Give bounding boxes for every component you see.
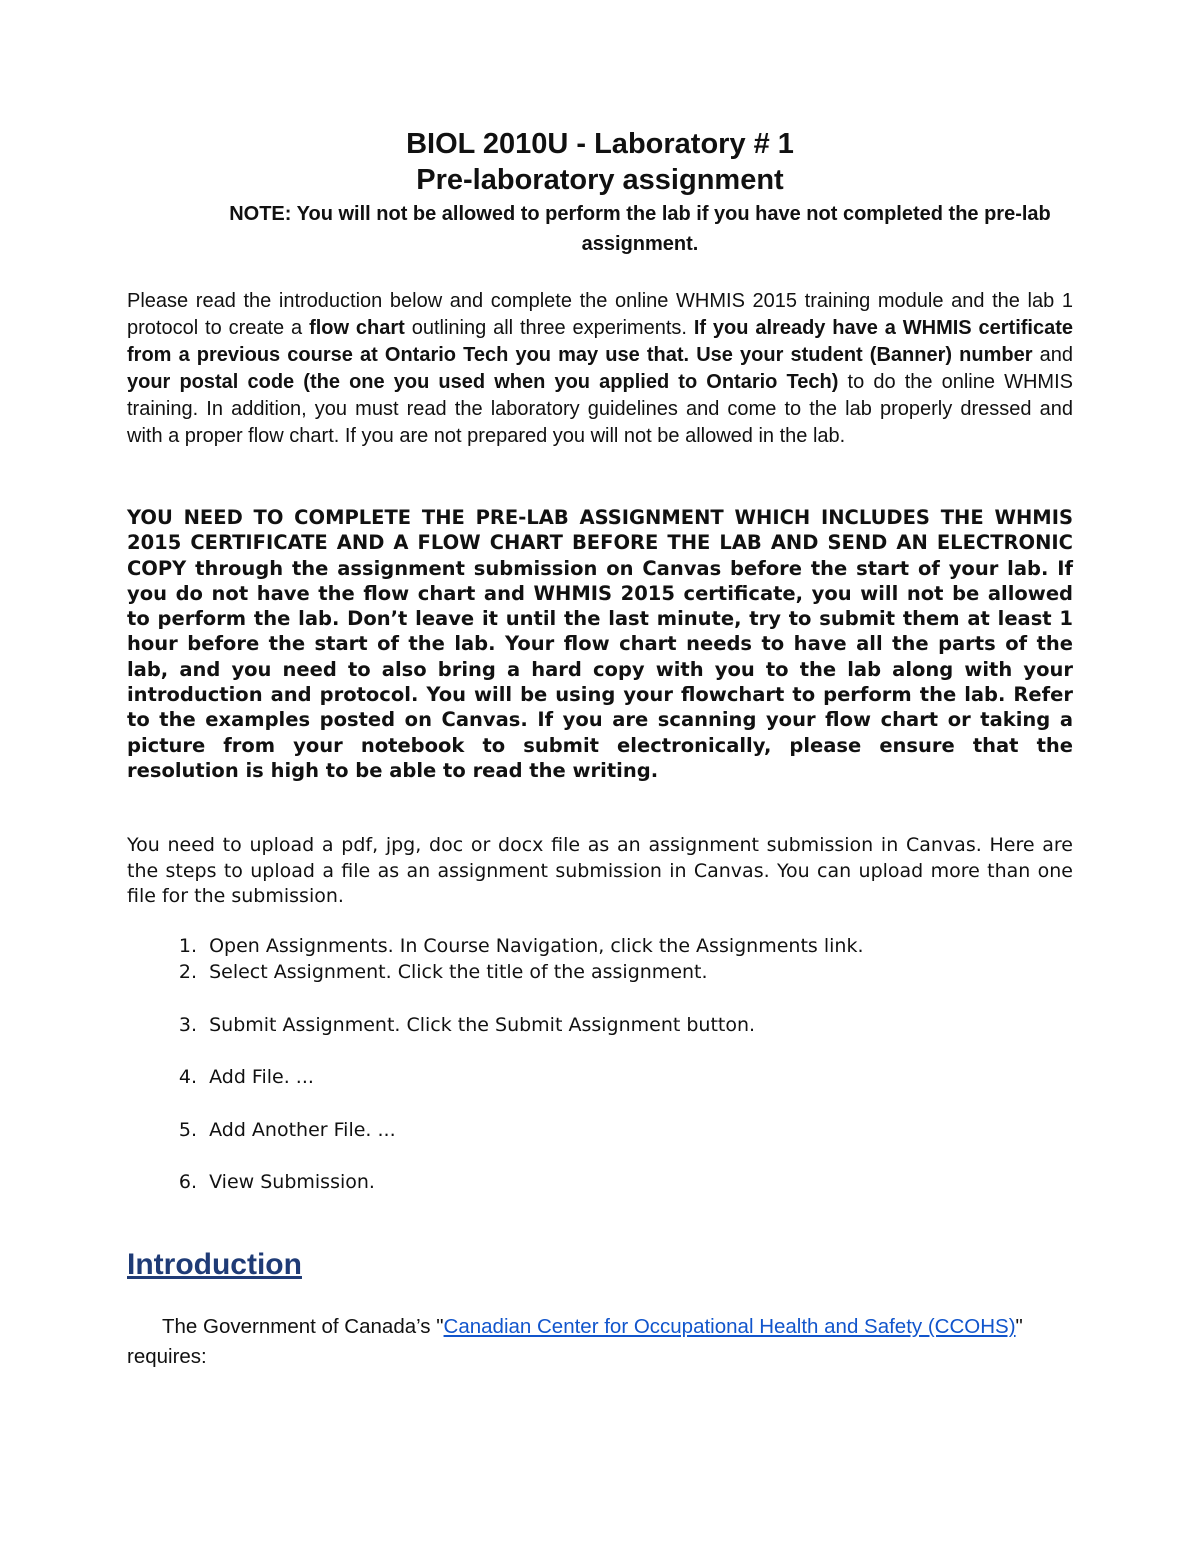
instructions-paragraph: Please read the introduction below and complete the online WHMIS 2015 training module and the lab 1 protocol to create a flow chart outlining all three experiments. If you already have a WHMIS certificate from a previous course at Ontario Tech you may use that. Use your student (Banner) number and your postal code (the one you used when you applied to Ontario Tech) to do the online WHMIS training. In addition, you must read the laboratory guidelines and come to the lab properly dressed and with a proper flow chart. If you are not prepared you will not be allowed in the lab. (127, 290, 1073, 447)
list-item: 5. Add Another File. ... (178, 1119, 396, 1141)
ccohs-link[interactable]: Canadian Center for Occupational Health and Safety (CCOHS) (443, 1315, 1016, 1338)
introduction-heading: Introduction (127, 1248, 302, 1281)
introduction-paragraph: The Government of Canada’s "Canadian Center for Occupational Health and Safety (CCOHS)" requires: (127, 1315, 1023, 1368)
document-title: BIOL 2010U - Laboratory # 1 (406, 128, 794, 160)
list-item: 1. Open Assignments. In Course Navigation, click the Assignments link. (178, 935, 864, 957)
prelab-note: NOTE: You will not be allowed to perform the lab if you have not completed the pre-lab assignment. (229, 203, 1051, 255)
list-item: 2. Select Assignment. Click the title of the assignment. (178, 961, 708, 983)
list-item: 3. Submit Assignment. Click the Submit Assignment button. (178, 1014, 756, 1036)
upload-paragraph: You need to upload a pdf, jpg, doc or docx file as an assignment submission in Canvas. Here are the steps to upload a file as an assignment submission in Canvas. You can upload more than one file for the submission. (127, 834, 1073, 907)
document-subtitle: Pre-laboratory assignment (416, 164, 784, 196)
list-item: 6. View Submission. (178, 1171, 375, 1193)
warning-paragraph: YOU NEED TO COMPLETE THE PRE-LAB ASSIGNMENT WHICH INCLUDES THE WHMIS 2015 CERTIFICATE AND A FLOW CHART BEFORE THE LAB AND SEND AN ELECTRONIC COPY through the assignment submission on Canvas before the start of your lab. If you do not have the flow chart and WHMIS 2015 certificate, you will not be allowed to perform the lab. Don’t leave it until the last minute, try to submit them at least 1 hour before the start of the lab. Your flow chart needs to have all the parts of the lab, and you need to also bring a hard copy with you to the lab along with your introduction and protocol. You will be using your flowchart to perform the lab. Refer to the examples posted on Canvas. If you are scanning your flow chart or taking a picture from your notebook to submit electronically, please ensure that the resolution is high to be able to read the writing. (127, 506, 1073, 782)
list-item: 4. Add File. ... (178, 1066, 314, 1088)
